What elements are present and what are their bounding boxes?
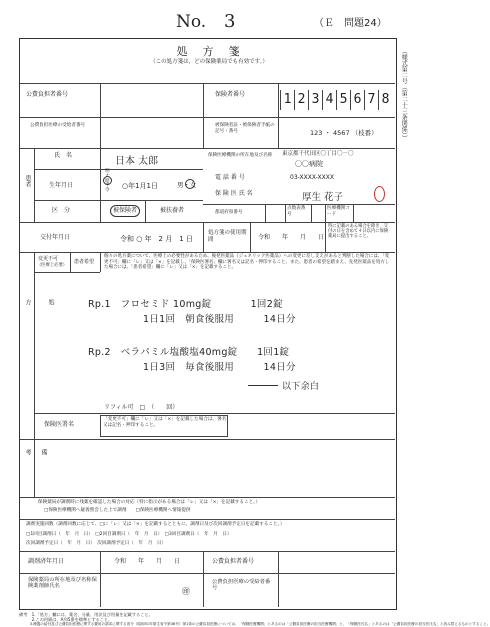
prescription-number-value: 3	[224, 11, 236, 32]
insured-person-option: 被保険者	[113, 207, 138, 214]
dispense-date-label: 調剤済年月日	[28, 558, 65, 565]
validity-period-note: 特に記載のある場合を除き、交付の日を含めて４日以内に保険薬局に提出すること。	[328, 224, 389, 240]
signature-note: 「変更不可」欄に「レ」又は「×」を記載した場合は、署名又は記名・押印すること。	[103, 417, 227, 428]
dispense-row-2: 次回調剤予定日（ 年 月 日） 次回調剤予定日（ 年 月 日）	[26, 541, 167, 546]
rx1-line1: Rp.1 フロセミド 10mg錠 1回2錠	[88, 299, 283, 310]
rx2-line1: Rp.2 ベラパミル塩酸塩40mg錠 1回1錠	[88, 347, 290, 358]
dob-label: 生年月日	[49, 182, 74, 189]
footnote-2: 2.この用紙は、A列5番を標準とすること。	[19, 617, 113, 622]
public-payer-number-label-2: 公費負担者番号	[212, 558, 255, 565]
category-label: 区 分	[52, 207, 71, 214]
category-selection-mark	[110, 205, 140, 217]
form-subtitle: （この処方箋は，どの保険薬局でも有効です。）	[150, 59, 268, 65]
form-style-note: （様式第二号（第二十三条関係））	[400, 48, 408, 141]
rx2-line2: 1日3回 毎食後服用 14日分	[143, 362, 296, 373]
doctor-name-value: 厚生 花子	[302, 192, 344, 203]
phone-value: 03-XXXX-XXXX	[290, 174, 334, 181]
prescription-form	[19, 38, 397, 610]
pharmacy-label: 保険薬局の所在地及び名称保険薬剤師氏名	[28, 577, 97, 590]
stock-options: □保険医療機関へ疑義照会した上で調剤 □保険医療機関へ情報提供	[44, 508, 191, 513]
insurer-digit: 2	[294, 90, 308, 110]
signature-label: 保険医署名	[44, 421, 75, 428]
form-title: 処 方 箋	[176, 45, 242, 58]
patient-hope-label: 患者希望	[74, 259, 95, 265]
rx1-line2: 1日1回 朝食後服用 14日分	[143, 314, 296, 325]
insurer-number-label: 保険者番号	[215, 91, 246, 98]
insured-card-value: 123 ・ 4567 （枝番）	[310, 129, 378, 137]
public-recipient-number-label: 公費負担医療の受給者番号	[30, 123, 86, 128]
footnote-3: 3.療養の給付及び公費負担医療に関する費用の請求に関する省令（昭和51年厚生省令第36号）第1条の公費負担医療については、「保険医療機関」とあるのは「公費負担医療の担当医療機関」と、「保険医氏名」とあるのは「公費負担医療の担当医氏名」と読み替えるものとすること。	[19, 622, 490, 626]
issue-date-value: 令和 ○ 年 2 月 1 日	[120, 235, 193, 243]
insurer-digit: 3	[308, 90, 322, 110]
refill-label: リフィル可 □ （ 回）	[104, 404, 179, 411]
doctor-name-label: 保 険 医 氏 名	[215, 190, 253, 197]
doctor-seal-mark	[374, 186, 385, 202]
score-table-label: 点数表番号	[287, 206, 306, 217]
patient-name-value: 日本 太郎	[115, 156, 159, 167]
validity-period-label: 処方箋の使用期間	[208, 230, 247, 243]
public-payer-number-label: 公費負担者番号	[26, 91, 69, 98]
rx-notice: 個々の処方薬について、医療上の必要性があるため、後発医薬品（ジェネリック医薬品）への変更に差し支えがあると判断した場合には、「変更不可」欄に「レ」又は「×」を記載し、「保険医署名」欄に署名又は記名・押印すること。また、患者の希望を踏まえ、先発医薬品を処方した場合には、「患者希望」欄に「レ」又は「×」を記載すること。	[104, 254, 390, 271]
remarks-section-label: 備 考	[24, 449, 47, 455]
issue-date-label: 交付年月日	[40, 234, 71, 241]
insurer-digit: 5	[336, 90, 350, 110]
dispense-row-1: □1回目調剤日（ 年 月 日） □2回目調剤日（ 年 月 日） □3回目調剤日（ 年 月 日）	[26, 532, 232, 537]
sex-selection-mark	[185, 179, 195, 189]
dispense-date-value: 令和 年 月 日	[114, 558, 181, 565]
stock-notice: 保険薬局が調剤時に残薬を確認した場合の対応（特に指示がある場合は「レ」又は「×」を記載すること。）	[38, 500, 261, 505]
pharmacy-seal: ㊞	[182, 587, 190, 596]
institution-label: 保険医療機関の所在地及び名称	[208, 153, 273, 158]
institution-address: 東京都千代田区〇丁目〇－〇	[282, 151, 354, 157]
dependent-option: 被扶養者	[160, 207, 185, 214]
dob-era-options: 明 大 昭 平 令	[105, 169, 110, 194]
era-selection-mark	[103, 176, 112, 185]
sex-options: 男・女	[177, 181, 197, 189]
institution-name: 〇〇病院	[295, 160, 323, 168]
dob-value: ○年1月1日	[122, 182, 159, 190]
footnote-1: 備考 1.「処方」欄には、薬名、分量、用法及び用量を記載すること。	[19, 612, 153, 617]
patient-section-label: 患者	[24, 175, 31, 187]
problem-reference: （Ｅ 問題24）	[314, 18, 387, 29]
insurer-digit: 4	[322, 90, 336, 110]
insurer-digit: 1	[280, 90, 294, 110]
insurer-digit: 7	[364, 90, 378, 110]
phone-label: 電 話 番 号	[215, 174, 245, 181]
insured-card-label: 被保険者証・被保険者手帳の記号・番号	[215, 123, 275, 134]
dispensing-notice: 調剤実施回数（調剤回数に応じて、□に「レ」又は「×」を記載するとともに、調剤日及び次回調剤予定日を記載すること。）	[26, 522, 285, 527]
patient-name-label: 氏 名	[54, 152, 73, 159]
insurer-digit: 8	[378, 90, 392, 110]
prefecture-number-label: 都道府県番号	[215, 210, 243, 215]
institution-code-label: 医療機関コード	[327, 206, 350, 217]
change-disallowed-label: 変更不可	[38, 256, 59, 262]
validity-period-value: 令和 年 月 日	[258, 234, 325, 241]
insurer-digit: 6	[350, 90, 364, 110]
prescription-number-label: No.	[176, 12, 207, 32]
change-disallowed-sub: （医療上必要）	[37, 263, 68, 268]
prescription-section-label: 処 方	[24, 299, 54, 305]
public-recipient-number-label-2: 公費負担医療の受給者番号	[212, 579, 271, 592]
end-mark: 以下余白	[282, 382, 320, 392]
